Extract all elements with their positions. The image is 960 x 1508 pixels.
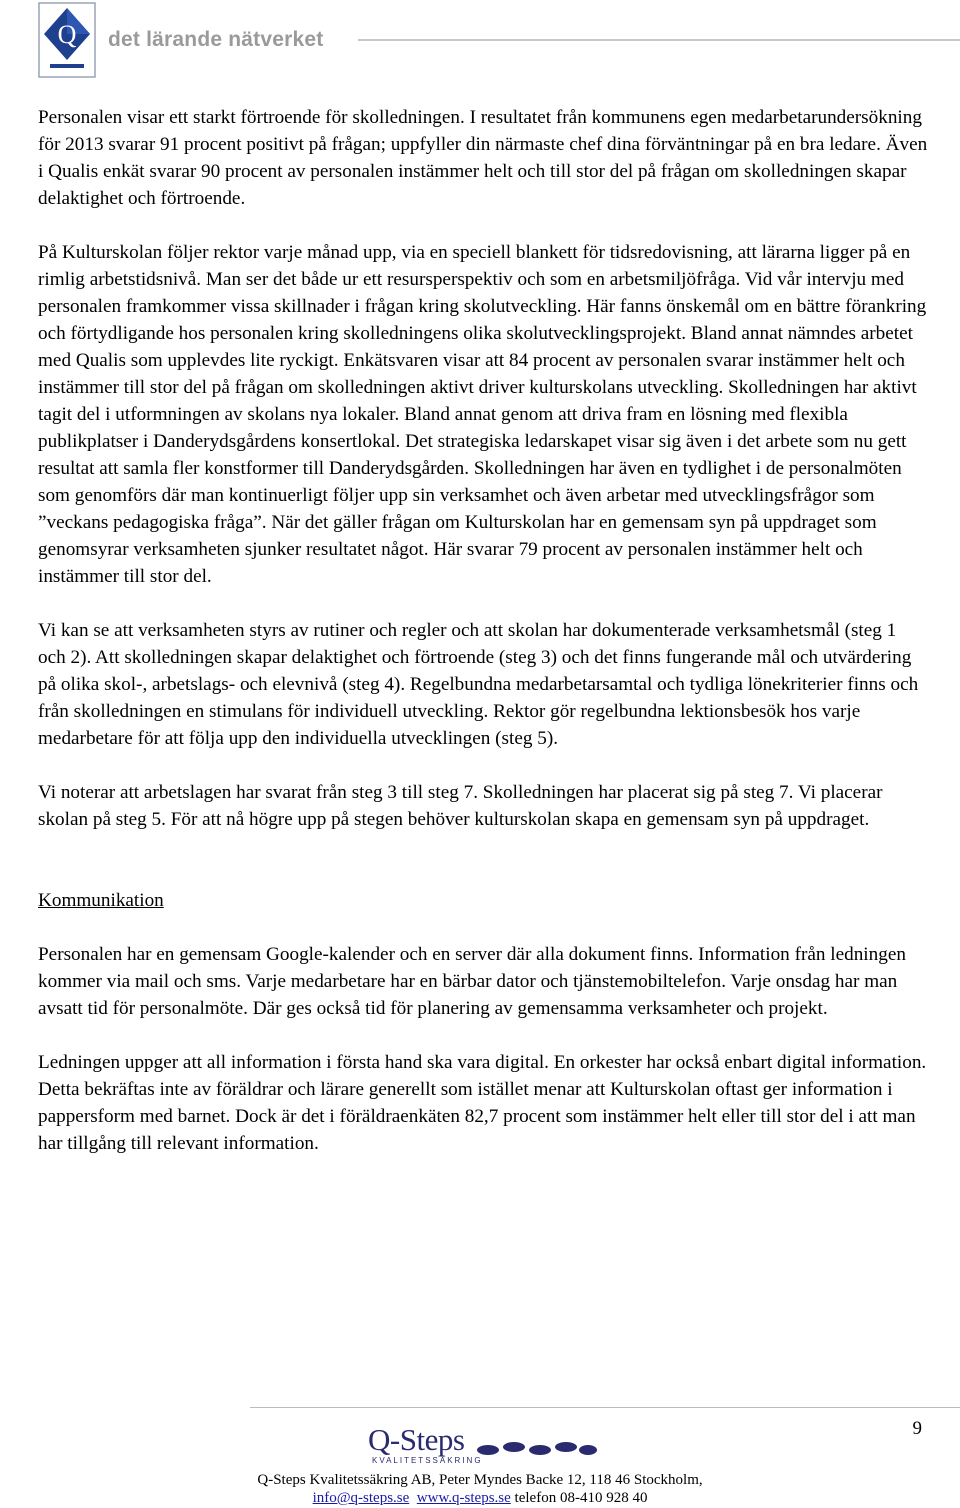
q-logo-icon bbox=[38, 2, 96, 78]
paragraph: Vi noterar att arbetslagen har svarat från steg 3 till steg 7. Skolledningen har placerat sig på steg 7. Vi placerar skolan på steg 5. För att nå högre upp på stegen behöver kulturskolan skapa en gemensam syn på uppdraget. bbox=[38, 782, 883, 830]
document-body bbox=[38, 104, 928, 1184]
footprints-icon bbox=[476, 1434, 598, 1460]
email-link[interactable]: info@q-steps.se bbox=[312, 1490, 410, 1506]
section-heading: Kommunikation bbox=[38, 890, 164, 911]
footer-logo bbox=[368, 1420, 598, 1470]
brand-text: det lärande nätverket bbox=[108, 28, 324, 51]
header-divider bbox=[358, 39, 960, 41]
page-header bbox=[38, 2, 960, 80]
footer-logo-tagline: KVALITETSSÄKRING bbox=[372, 1456, 483, 1465]
logo-letter: Q bbox=[57, 20, 77, 49]
paragraph: Personalen visar ett starkt förtroende för skolledningen. I resultatet från kommunens egen medarbetarundersökning för 2013 svarar 91 procent positivt på frågan; uppfyller din närmaste chef dina förväntningar på en bra ledare. Även i Qualis enkät svarar 90 procent av personalen instämmer helt och till stor del på frågan om skolledningen skapar delaktighet och förtroende. bbox=[38, 107, 928, 209]
page-number: 9 bbox=[912, 1418, 922, 1439]
paragraph: Personalen har en gemensam Google-kalender och en server där alla dokument finns. Information från ledningen kommer via mail och sms. Varje medarbetare har en bärbar dator och tjänstemobiltelefon. Varje onsdag har man avsatt tid för personalmöte. Där ges också tid för planering av gemensamma verksamheter och projekt. bbox=[38, 944, 906, 1019]
website-link[interactable]: www.q-steps.se bbox=[416, 1490, 511, 1506]
footer-address bbox=[0, 1471, 960, 1507]
phone-text: telefon 08-410 928 40 bbox=[514, 1490, 648, 1506]
address-line: Q-Steps Kvalitetssäkring AB, Peter Myndes Backe 12, 118 46 Stockholm, bbox=[257, 1472, 703, 1488]
contact-line bbox=[0, 1489, 960, 1507]
footer-divider bbox=[250, 1407, 960, 1408]
paragraph: Ledningen uppger att all information i första hand ska vara digital. En orkester har också enbart digital information. Detta bekräftas inte av föräldrar och lärare generellt som istället menar att Kulturskolan oftast ger information i pappersform med barnet. Dock är det i föräldraenkäten 82,7 procent som instämmer helt eller till stor del i att man har tillgång till relevant information. bbox=[38, 1052, 927, 1154]
paragraph: På Kulturskolan följer rektor varje månad upp, via en speciell blankett för tidsredovisning, att lärarna ligger på en rimlig arbetstidsnivå. Man ser det både ur ett resursperspektiv och som en arbetsmiljöfråga. Vid vår intervju med personalen framkommer vissa skillnader i frågan kring skolutveckling. Här fanns önskemål om en bättre förankring och förtydligande hos personalen kring skolledningens olika skolutvecklingsprojekt. Bland annat nämndes arbetet med Qualis som upplevdes lite ryckigt. Enkätsvaren visar att 84 procent av personalen svarar instämmer helt och instämmer till stor del på frågan om skolledningen aktivt driver kulturskolans utveckling. Skolledningen har aktivt tagit del i utformningen av skolans nya lokaler. Bland annat genom att driva fram en lösning med flexibla publikplatser i Danderydsgårdens konsertlokal. Det strategiska ledarskapet visar sig även i det arbete som nu gett resultat att samla fler konstformer till Danderydsgården. Skolledningen har även en tydlighet i de personalmöten som genomförs där man kontinuerligt följer upp sin verksamhet och även arbetar med utvecklingsfrågor som ”veckans pedagogiska fråga”. När det gäller frågan om Kulturskolan har en gemensam syn på uppdraget som genomsyrar verksamheten sjunker resultatet något. Här svarar 79 procent av personalen instämmer helt och instämmer till stor del. bbox=[38, 242, 927, 587]
footer-logo-name: Q-Steps bbox=[368, 1422, 465, 1457]
paragraph: Vi kan se att verksamheten styrs av rutiner och regler och att skolan har dokumenterade verksamhetsmål (steg 1 och 2). Att skolledningen skapar delaktighet och förtroende (steg 3) och det finns fungerande mål och utvärdering på olika skol-, arbetslags- och elevnivå (steg 4). Regelbundna medarbetarsamtal och tydliga lönekriterier finns och från skolledningen en stimulans för individuell utveckling. Rektor gör regelbundna lektionsbesök hos varje medarbetare för att följa upp den individuella utvecklingen (steg 5). bbox=[38, 620, 919, 749]
